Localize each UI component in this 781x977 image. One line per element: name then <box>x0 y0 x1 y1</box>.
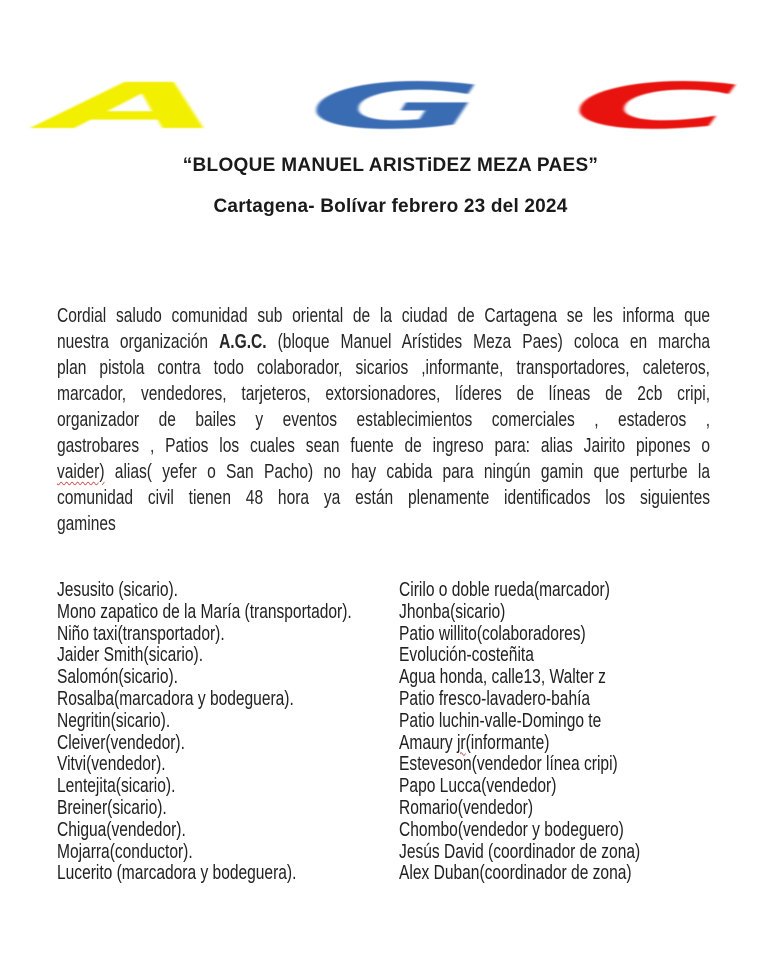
roster-item <box>399 689 710 711</box>
text-segment: comunidad civil tienen 48 hora ya están plenamente identificados los siguientes <box>57 487 711 509</box>
paragraph-line <box>57 303 710 329</box>
text-segment: Patio willito(colaboradores) <box>399 622 586 645</box>
roster-item <box>399 711 710 733</box>
paragraph-line <box>57 459 710 485</box>
paragraph-line <box>57 511 710 537</box>
paragraph-line <box>57 433 710 459</box>
document-subtitle: Cartagena- Bolívar febrero 23 del 2024 <box>213 196 568 217</box>
roster-item <box>57 733 399 755</box>
paragraph-line <box>57 355 710 381</box>
text-segment: Jaider Smith(sicario). <box>57 644 204 667</box>
logo-letter-glyph: A <box>45 70 223 144</box>
roster-item <box>57 580 399 602</box>
text-segment: Amaury <box>399 731 457 754</box>
text-segment: Agua honda, calle13, Walter z <box>399 666 606 689</box>
text-segment: Chigua(vendedor). <box>57 818 186 841</box>
text-segment: Patio fresco-lavadero-bahía <box>399 687 591 710</box>
roster-item <box>399 863 710 885</box>
misspelled-word: jr <box>456 731 466 754</box>
roster-right-column <box>399 580 710 885</box>
roster-item <box>399 798 710 820</box>
roster-item <box>57 776 399 798</box>
roster-item <box>399 776 710 798</box>
text-segment: Alex Duban(coordinador de zona) <box>399 862 632 885</box>
text-segment: gamines <box>57 513 116 535</box>
roster-item <box>57 820 399 842</box>
logo-letter-glyph: G <box>308 70 484 144</box>
text-segment: Papo Lucca(vendedor) <box>399 775 557 798</box>
text-segment: Vitvi(vendedor). <box>57 753 166 776</box>
roster-item <box>399 580 710 602</box>
roster-item <box>57 842 399 864</box>
paragraph-line <box>57 381 710 407</box>
text-segment: Niño taxi(transportador). <box>57 622 225 645</box>
roster-item <box>57 798 399 820</box>
text-segment: A.G.C. <box>219 331 267 353</box>
text-segment: Salomón(sicario). <box>57 666 178 689</box>
text-segment: alias( yefer o San Pacho) no hay cabida para ningún gamin que perturbe la <box>104 461 711 483</box>
text-segment: organizador de bailes y eventos establecimientos comerciales , estaderos , <box>57 409 711 431</box>
text-segment: Chombo(vendedor y bodeguero) <box>399 818 624 841</box>
text-segment: Esteveson(vendedor línea cripi) <box>399 753 618 776</box>
paragraph-line <box>57 485 710 511</box>
roster-item <box>399 645 710 667</box>
text-segment: Romario(vendedor) <box>399 796 533 819</box>
text-segment: (informante) <box>465 731 550 754</box>
agc-logo <box>0 70 781 146</box>
paragraph-line <box>57 329 710 355</box>
roster-item <box>399 754 710 776</box>
roster-item <box>399 842 710 864</box>
text-segment: Cleiver(vendedor). <box>57 731 185 754</box>
roster-item <box>399 602 710 624</box>
misspelled-word: vaider) <box>57 461 105 483</box>
document-title: “BLOQUE MANUEL ARISTiDEZ MEZA PAES” <box>182 155 599 176</box>
body-paragraph <box>57 303 710 537</box>
roster-item <box>399 820 710 842</box>
text-segment: Cirilo o doble rueda(marcador) <box>399 579 610 601</box>
logo-letter-glyph: C <box>571 70 739 144</box>
roster-item <box>57 645 399 667</box>
text-segment: Jesusito (sicario). <box>57 579 178 601</box>
text-segment: Rosalba(marcadora y bodeguera). <box>57 687 294 710</box>
text-segment: gastrobares , Patios los cuales sean fuente de ingreso para: alias Jairito pipones o <box>57 435 711 457</box>
logo-letter-c <box>565 70 745 144</box>
roster-item <box>57 711 399 733</box>
text-segment: Cordial saludo comunidad sub oriental de la ciudad de Cartagena se les informa que <box>57 305 711 327</box>
roster-item <box>399 667 710 689</box>
logo-letter-g <box>306 70 486 144</box>
text-segment: Mojarra(conductor). <box>57 840 193 863</box>
roster-item <box>57 754 399 776</box>
roster-item <box>57 602 399 624</box>
text-segment: plan pistola contra todo colaborador, sicarios ,informante, transportadores, caleteros, <box>57 357 711 379</box>
document-header <box>0 156 781 217</box>
roster-item <box>399 624 710 646</box>
text-segment: Mono zapatico de la María (transportador). <box>57 600 352 623</box>
roster-left-column <box>57 580 399 885</box>
roster-item <box>57 667 399 689</box>
roster-item <box>57 689 399 711</box>
roster-item <box>57 624 399 646</box>
roster <box>57 580 710 885</box>
text-segment: Jesús David (coordinador de zona) <box>399 840 641 863</box>
text-segment: (bloque Manuel Arístides Meza Paes) coloca en marcha <box>266 331 711 353</box>
text-segment: marcador, vendedores, tarjeteros, extorsionadores, líderes de líneas de 2cb cripi, <box>57 383 711 405</box>
text-segment: Evolución-costeñita <box>399 644 534 667</box>
text-segment: Patio luchin-valle-Domingo te <box>399 709 602 732</box>
text-segment: Lucerito (marcadora y bodeguera). <box>57 862 297 885</box>
logo-letter-a <box>44 70 224 144</box>
text-segment: Lentejita(sicario). <box>57 775 176 798</box>
text-segment: Breiner(sicario). <box>57 796 167 819</box>
text-segment: Jhonba(sicario) <box>399 600 506 623</box>
paragraph-line <box>57 407 710 433</box>
roster-item <box>399 733 710 755</box>
text-segment: nuestra organización <box>57 331 220 353</box>
roster-item <box>57 863 399 885</box>
text-segment: Negritin(sicario). <box>57 709 171 732</box>
